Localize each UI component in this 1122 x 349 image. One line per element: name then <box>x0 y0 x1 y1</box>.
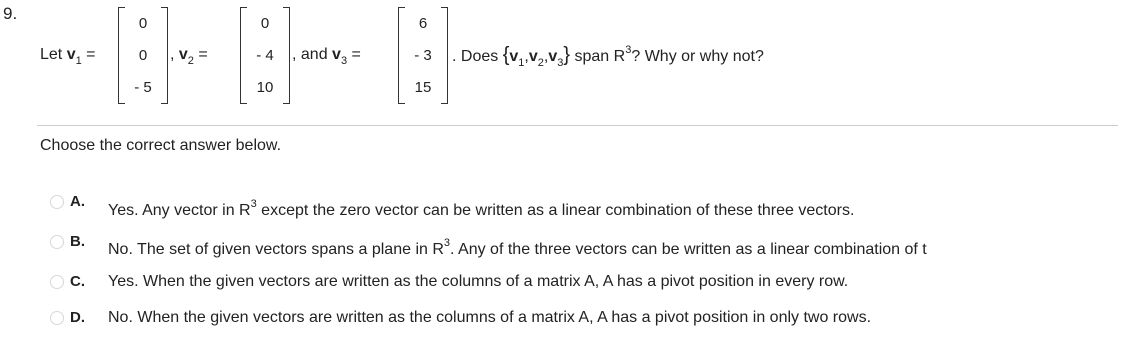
option-d[interactable] <box>50 309 1122 339</box>
option-b-text: No. The set of given vectors spans a plane in $R^3$. Any of the three vectors can be written as a linear combination of t <box>108 237 927 258</box>
option-b-radio[interactable] <box>50 235 64 249</box>
vector-v3 <box>398 7 448 104</box>
question-text: . Does $\{v_1,v_2,v_3\}$ span $R^3$? Why or why not? <box>452 44 764 69</box>
vector-v1 <box>118 7 168 104</box>
v2-entry-3: 10 <box>256 79 274 96</box>
v1-entry-1: 0 <box>138 15 148 32</box>
option-c[interactable] <box>50 273 1122 303</box>
v1-subscript: 1 <box>75 55 82 67</box>
v2-symbol: v <box>178 46 188 63</box>
let-text: Let <box>40 46 67 63</box>
option-b[interactable] <box>50 233 1122 263</box>
v1-entry-2: 0 <box>138 47 148 64</box>
vector-v2 <box>240 7 290 104</box>
section-divider <box>37 125 1118 126</box>
option-a-text: Yes. Any vector in $R^3$ except the zero vector can be written as a linear combination of these three vectors. <box>108 198 855 219</box>
v1-entry-3: - 5 <box>134 79 152 96</box>
v2-label: , $v_2$ = <box>170 46 208 67</box>
option-a-letter: A. <box>70 193 85 210</box>
equals-sign: = <box>81 46 96 63</box>
v3-symbol: v <box>332 46 341 63</box>
let-v1-label <box>40 46 96 67</box>
option-c-radio[interactable] <box>50 275 64 289</box>
option-c-letter: C. <box>70 273 85 290</box>
v3-entry-1: 6 <box>418 15 428 32</box>
v1-symbol: v <box>66 46 76 63</box>
instruction-text: Choose the correct answer below. <box>40 137 282 154</box>
option-d-radio[interactable] <box>50 311 64 325</box>
v2-entry-1: 0 <box>260 15 270 32</box>
v3-entry-2: - 3 <box>414 47 432 64</box>
r3-symbol: R <box>613 48 626 65</box>
v2-entry-2: - 4 <box>256 47 274 64</box>
option-a[interactable] <box>50 193 1122 223</box>
option-a-radio[interactable] <box>50 195 64 209</box>
v2-subscript: 2 <box>187 55 194 67</box>
option-d-letter: D. <box>70 309 85 326</box>
option-d-text: No. When the given vectors are written as the columns of a matrix A, A has a pivot position in only two rows. <box>108 309 872 326</box>
v3-entry-3: 15 <box>414 79 432 96</box>
option-b-letter: B. <box>70 233 85 250</box>
question-number: 9. <box>3 4 18 23</box>
option-c-text: Yes. When the given vectors are written as the columns of a matrix A, A has a pivot position in every row. <box>108 273 849 290</box>
v3-subscript: 3 <box>340 55 348 67</box>
v3-label: , and $v_3$ = <box>292 46 361 67</box>
